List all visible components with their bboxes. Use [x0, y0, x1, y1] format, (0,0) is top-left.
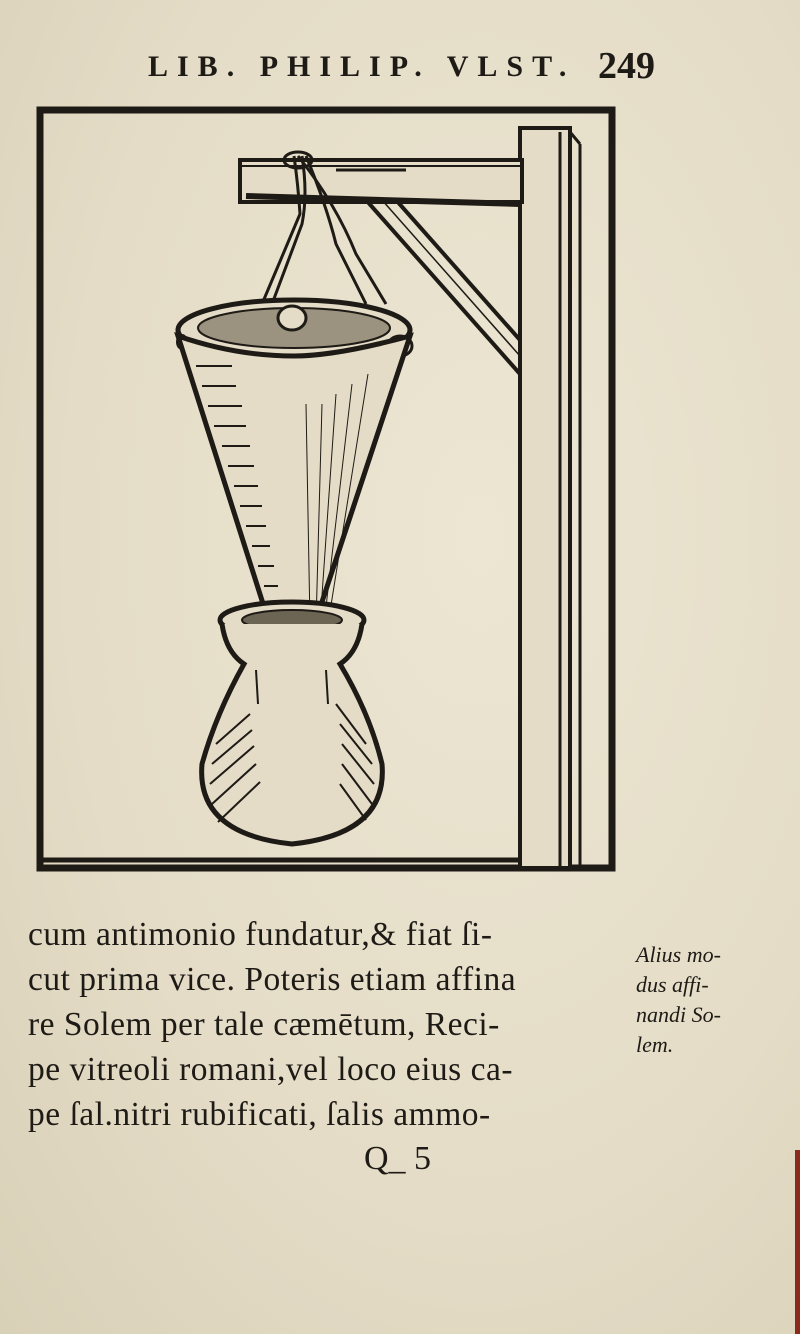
- woodcut-illustration: [36, 104, 616, 874]
- page-footer: [0, 1140, 800, 1190]
- marginal-line: nandi So-: [636, 1002, 721, 1027]
- page-edge: [795, 1150, 800, 1334]
- signature-mark: Q_ 5: [364, 1140, 432, 1177]
- marginal-line: Alius mo-: [636, 942, 721, 967]
- gallows-post: [520, 128, 580, 868]
- hanging-cone: [176, 300, 412, 632]
- gallows-beam: [240, 160, 522, 204]
- text-line: cum antimonio fundatur,& fiat ſi-: [28, 916, 493, 953]
- page-header: [0, 44, 800, 94]
- marginal-note: [636, 940, 786, 1060]
- text-line: pe vitreoli romani,vel loco eius ca-: [28, 1051, 513, 1088]
- body-text: [28, 912, 628, 1137]
- text-line: pe ſal.nitri rubificati, ſalis ammo-: [28, 1096, 491, 1133]
- text-line: re Solem per tale cæmētum, Reci-: [28, 1006, 500, 1043]
- marginal-line: dus affi-: [636, 972, 709, 997]
- text-line: cut prima vice. Poteris etiam affina: [28, 961, 517, 998]
- page-number: 249: [598, 45, 655, 87]
- marginal-line: lem.: [636, 1032, 674, 1057]
- vessel-jar: [202, 602, 383, 844]
- running-title: LIB. PHILIP. VLST.: [148, 50, 576, 83]
